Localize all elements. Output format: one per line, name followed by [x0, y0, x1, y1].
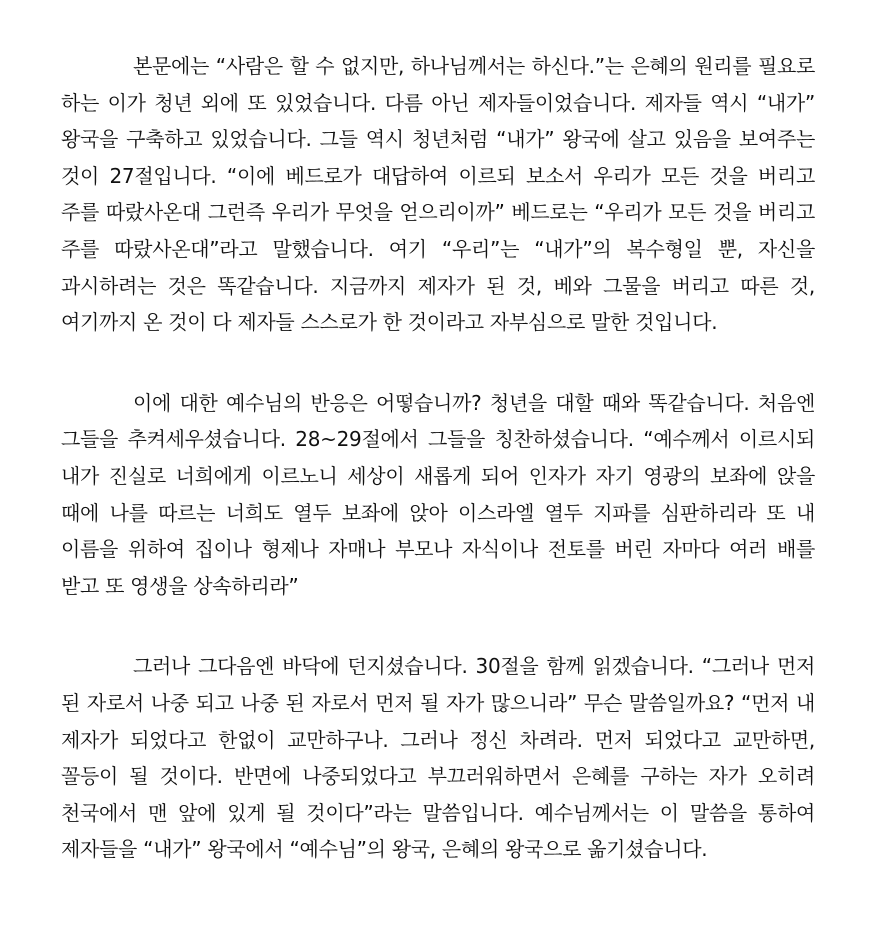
- paragraph-3: 그러나 그다음엔 바닥에 던지셨습니다. 30절을 함께 읽겠습니다. “그러나 먼저 된 자로서 나중 되고 나중 된 자로서 먼저 될 자가 많으니라” 무슨 말씀일까요? “먼저 내 제자가 되었다고 한없이 교만하구나. 그러나 정신 차려라. 먼저 되었다고 교만하면, 꼴등이 될 것이다. 반면에 나중되었다고 부끄러워하면서 은혜를 구하는 자가 오히려 천국에서 맨 앞에 있게 될 것이다”라는 말씀입니다. 예수님께서는 이 말씀을 통하여 제자들을 “내가” 왕국에서 “예수님”의 왕국, 은혜의 왕국으로 옮기셨습니다.: [61, 654, 815, 862]
- paragraph-2: 이에 대한 예수님의 반응은 어떻습니까? 청년을 대할 때와 똑같습니다. 처음엔 그들을 추켜세우셨습니다. 28~29절에서 그들을 칭찬하셨습니다. “예수께서 이르시되 내가 진실로 너희에게 이르노니 세상이 새롭게 되어 인자가 자기 영광의 보좌에 앉을 때에 나를 따르는 너희도 열두 보좌에 앉아 이스라엘 열두 지파를 심판하리라 또 내 이름을 위하여 집이나 형제나 자매나 부모나 자식이나 전토를 버린 자마다 여러 배를 받고 또 영생을 상속하리라”: [61, 390, 815, 598]
- paragraph-1: 본문에는 “사람은 할 수 없지만, 하나님께서는 하신다.”는 은혜의 원리를 필요로 하는 이가 청년 외에 또 있었습니다. 다름 아닌 제자들이었습니다. 제자들 역시 “내가” 왕국을 구축하고 있었습니다. 그들 역시 청년처럼 “내가” 왕국에 살고 있음을 보여주는 것이 27절입니다. “이에 베드로가 대답하여 이르되 보소서 우리가 모든 것을 버리고 주를 따랐사온대 그런즉 우리가 무엇을 얻으리이까” 베드로는 “우리가 모든 것을 버리고 주를 따랐사온대”라고 말했습니다. 여기 “우리”는 “내가”의 복수형일 뿐, 자신을 과시하려는 것은 똑같습니다. 지금까지 제자가 된 것, 베와 그물을 버리고 따른 것, 여기까지 온 것이 다 제자들 스스로가 한 것이라고 자부심으로 말한 것입니다.: [61, 54, 815, 335]
